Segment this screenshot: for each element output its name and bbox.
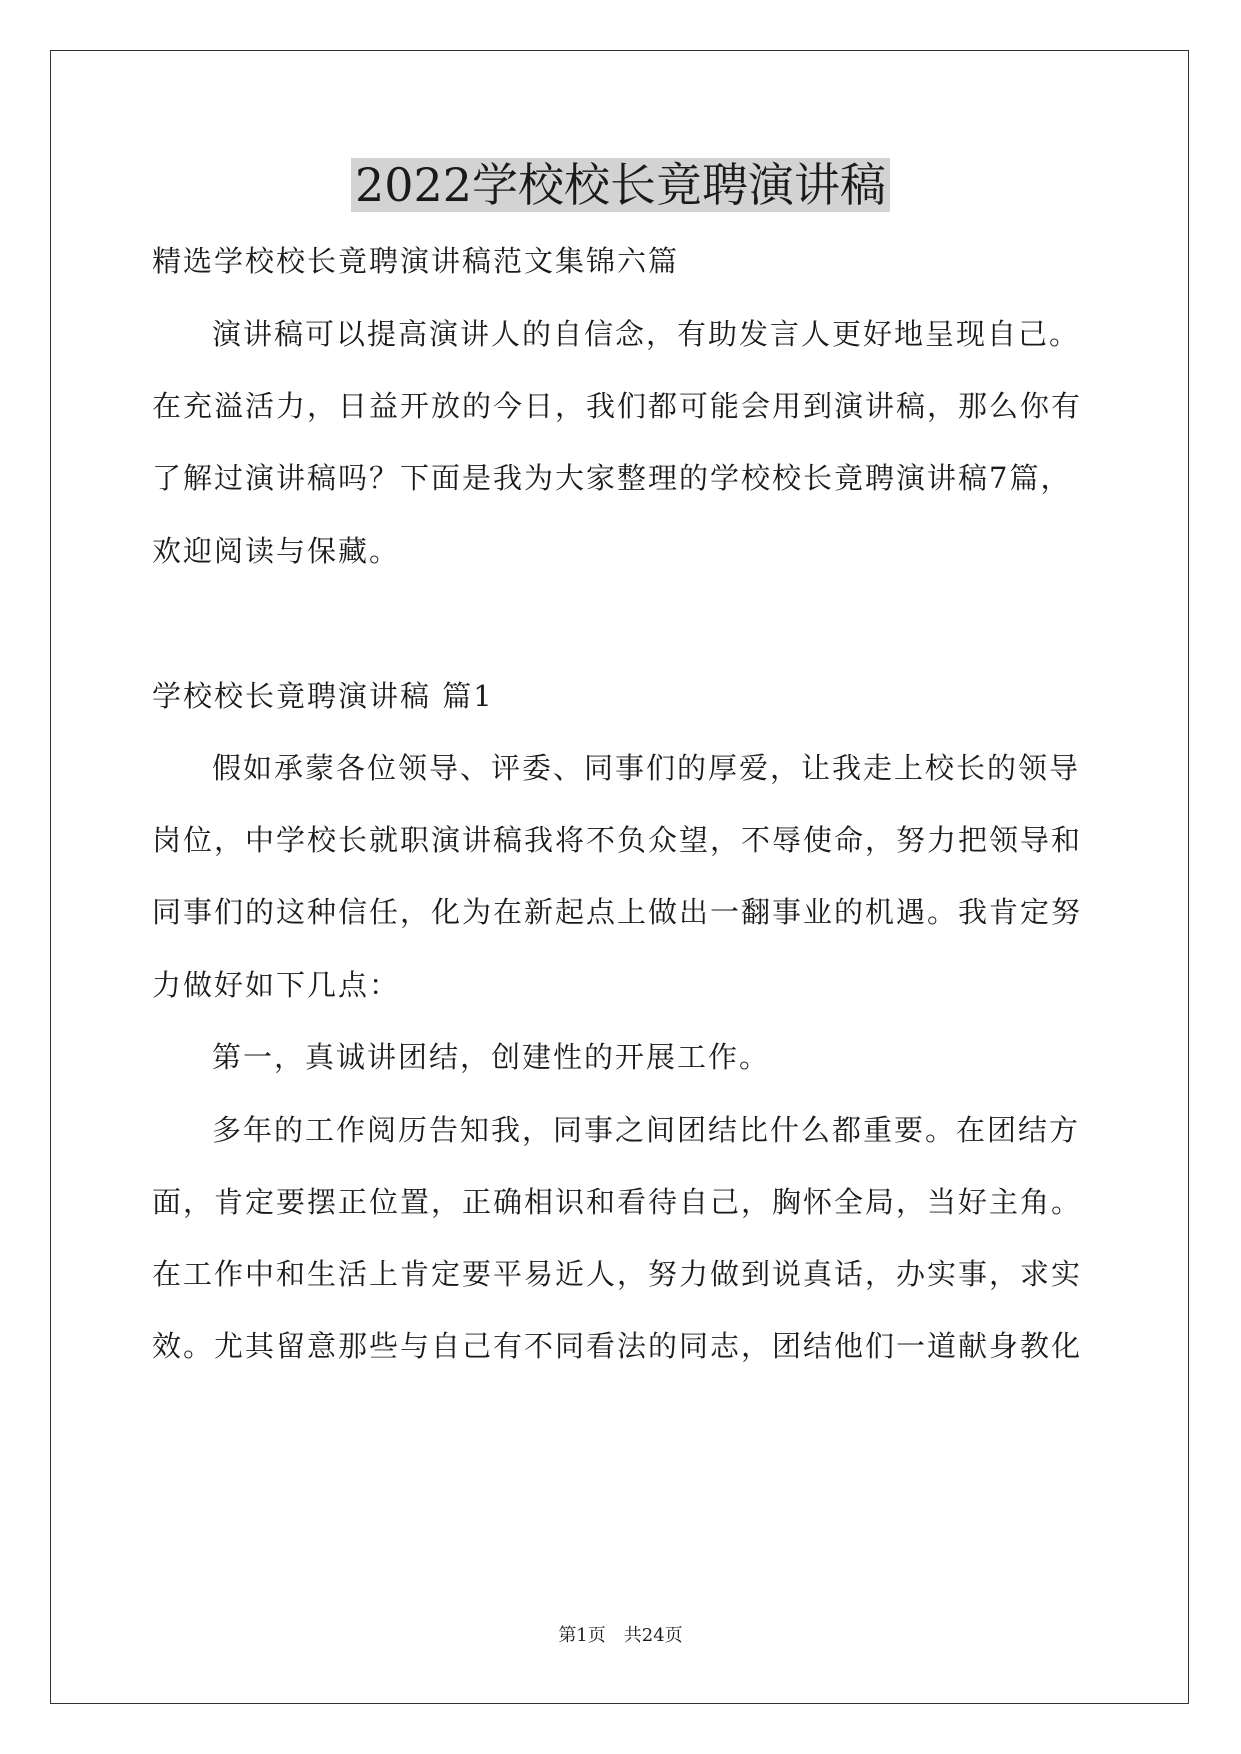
page-border bbox=[50, 50, 1189, 1704]
title-text: 2022学校校长竟聘演讲稿 bbox=[351, 158, 890, 212]
body-line-5: 第一，真诚讲团结，创建性的开展工作。 bbox=[212, 1040, 771, 1074]
intro-line-4: 欢迎阅读与保藏。 bbox=[152, 534, 401, 568]
body-line-6: 多年的工作阅历告知我，同事之间团结比什么都重要。在团结方 bbox=[212, 1113, 1081, 1147]
intro-line-1: 演讲稿可以提高演讲人的自信念，有助发言人更好地呈现自己。 bbox=[212, 317, 1081, 351]
section-heading: 学校校长竟聘演讲稿 篇1 bbox=[152, 679, 494, 713]
body-line-8: 在工作中和生活上肯定要平易近人，努力做到说真话，办实事，求实 bbox=[152, 1257, 1083, 1291]
intro-line-2: 在充溢活力，日益开放的今日，我们都可能会用到演讲稿，那么你有 bbox=[152, 389, 1083, 423]
intro-line-3: 了解过演讲稿吗？下面是我为大家整理的学校校长竟聘演讲稿7篇， bbox=[152, 461, 1072, 495]
page-footer: 第1页 共24页 bbox=[558, 1625, 683, 1646]
body-line-2: 岗位，中学校长就职演讲稿我将不负众望，不辱使命，努力把领导和 bbox=[152, 823, 1083, 857]
body-line-3: 同事们的这种信任，化为在新起点上做出一翻事业的机遇。我肯定努 bbox=[152, 895, 1083, 929]
body-line-4: 力做好如下几点： bbox=[152, 968, 401, 1002]
document-title bbox=[0, 150, 1241, 220]
body-line-7: 面，肯定要摆正位置，正确相识和看待自己，胸怀全局，当好主角。 bbox=[152, 1185, 1083, 1219]
subtitle: 精选学校校长竟聘演讲稿范文集锦六篇 bbox=[152, 244, 680, 278]
body-line-9: 效。尤其留意那些与自己有不同看法的同志，团结他们一道献身教化 bbox=[152, 1329, 1083, 1363]
body-line-1: 假如承蒙各位领导、评委、同事们的厚爱，让我走上校长的领导 bbox=[212, 751, 1081, 785]
